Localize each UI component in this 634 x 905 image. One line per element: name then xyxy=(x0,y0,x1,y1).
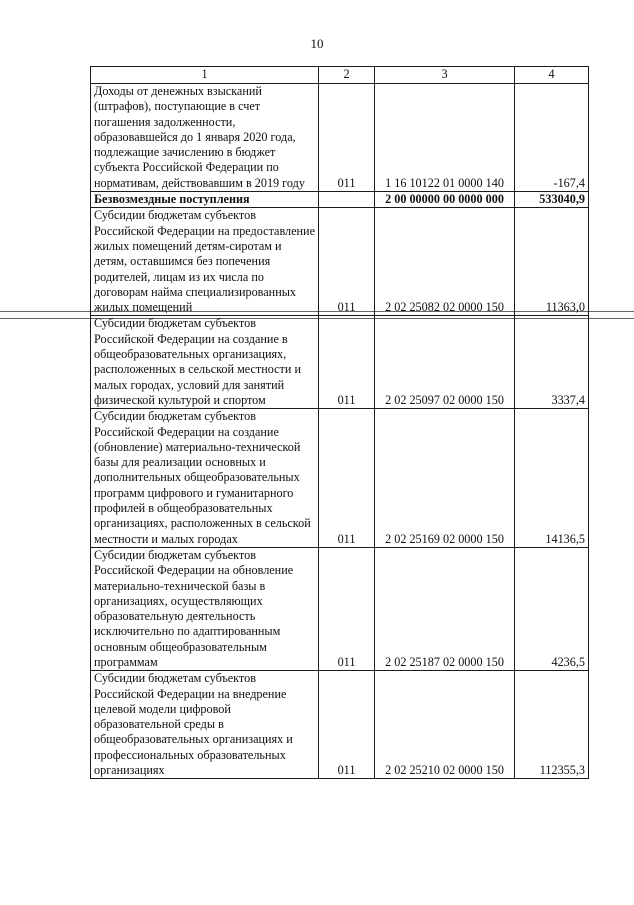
table-row xyxy=(91,409,589,548)
table-row xyxy=(91,671,589,779)
column-header-code: 3 xyxy=(375,67,515,84)
row-name-cell: Субсидии бюджетам субъектов Российской Федерации на предоставление жилых помещений детям-сиротам и детям, оставшимся без попечения родителей, лицам из их числа по договорам найма специализированных жилых помещений xyxy=(91,208,319,316)
row-amount-cell: 112355,3 xyxy=(515,671,589,779)
row-name-cell: Безвозмездные поступления xyxy=(91,192,319,208)
row-budget-code-cell: 2 02 25082 02 0000 150 xyxy=(375,208,515,316)
row-budget-code-cell: 2 02 25210 02 0000 150 xyxy=(375,671,515,779)
row-admin-code-cell: 011 xyxy=(319,316,375,409)
row-name-cell: Доходы от денежных взысканий (штрафов), поступающие в счет погашения задолженности, образовавшейся до 1 января 2020 года, подлежащие зачислению в бюджет субъекта Российской Федерации по нормативам, действовавшим в 2019 году xyxy=(91,84,319,192)
revenue-table xyxy=(90,66,589,779)
table-row xyxy=(91,192,589,208)
row-name-cell: Субсидии бюджетам субъектов Российской Федерации на внедрение целевой модели цифровой образовательной среды в общеобразовательных организациях и профессиональных образовательных организациях xyxy=(91,671,319,779)
row-name-cell: Субсидии бюджетам субъектов Российской Федерации на создание в общеобразовательных организациях, расположенных в сельской местности и малых городах, условий для занятий физической культурой и спортом xyxy=(91,316,319,409)
row-amount-cell: 533040,9 xyxy=(515,192,589,208)
row-admin-code-cell: 011 xyxy=(319,671,375,779)
row-admin-code-cell: 011 xyxy=(319,409,375,548)
row-admin-code-cell: 011 xyxy=(319,208,375,316)
row-budget-code-cell: 2 02 25097 02 0000 150 xyxy=(375,316,515,409)
table-row xyxy=(91,84,589,192)
table-body xyxy=(91,84,589,779)
row-admin-code-cell: 011 xyxy=(319,84,375,192)
table-row xyxy=(91,316,589,409)
column-header-name: 1 xyxy=(91,67,319,84)
row-budget-code-cell: 2 00 00000 00 0000 000 xyxy=(375,192,515,208)
row-amount-cell: 3337,4 xyxy=(515,316,589,409)
page-number: 10 xyxy=(310,36,324,51)
row-amount-cell: 4236,5 xyxy=(515,547,589,670)
table-row xyxy=(91,547,589,670)
row-amount-cell: 11363,0 xyxy=(515,208,589,316)
table-row xyxy=(91,208,589,316)
row-name-cell: Субсидии бюджетам субъектов Российской Федерации на обновление материально-технической базы в организациях, осуществляющих образовательную деятельность исключительно по адаптированным основным общеобразовательным программам xyxy=(91,547,319,670)
row-budget-code-cell: 2 02 25187 02 0000 150 xyxy=(375,547,515,670)
row-amount-cell: 14136,5 xyxy=(515,409,589,548)
row-admin-code-cell xyxy=(319,192,375,208)
row-budget-code-cell: 2 02 25169 02 0000 150 xyxy=(375,409,515,548)
row-name-cell: Субсидии бюджетам субъектов Российской Федерации на создание (обновление) материально-технической базы для реализации основных и дополнительных общеобразовательных программ цифрового и гуманитарного профилей в общеобразовательных организациях, расположенных в сельской местности и малых городах xyxy=(91,409,319,548)
column-header-amount: 4 xyxy=(515,67,589,84)
table-header-row xyxy=(91,67,589,84)
row-budget-code-cell: 1 16 10122 01 0000 140 xyxy=(375,84,515,192)
row-admin-code-cell: 011 xyxy=(319,547,375,670)
column-header-admin: 2 xyxy=(319,67,375,84)
row-amount-cell: -167,4 xyxy=(515,84,589,192)
